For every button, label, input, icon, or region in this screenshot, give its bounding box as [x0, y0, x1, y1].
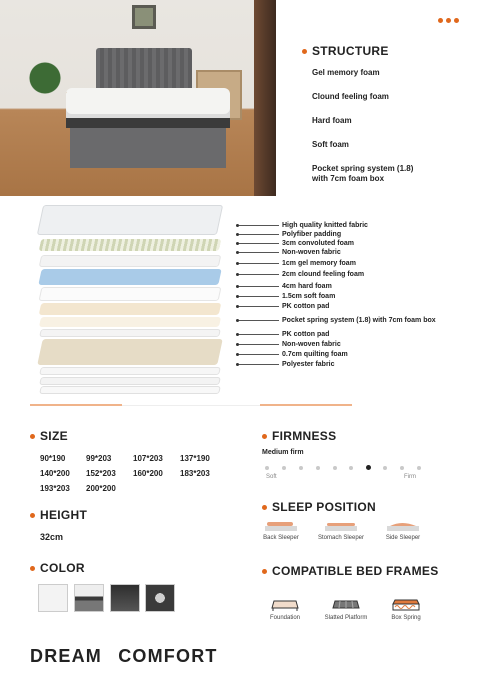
layer-convoluted-foam: [39, 239, 222, 251]
structure-item: Clound feeling foam: [312, 92, 389, 101]
structure-item: Hard foam: [312, 116, 352, 125]
back-sleeper-icon: [264, 520, 298, 532]
layer-pk-cotton: [39, 329, 221, 337]
layer-callout: Pocket spring system (1.8) with 7cm foam box: [236, 316, 436, 325]
firmness-scale: [265, 466, 421, 472]
size-option: 183*203: [180, 469, 210, 478]
layer-callout: PK cotton pad: [236, 330, 329, 339]
firmness-dot: [265, 466, 269, 470]
layer-callout: PK cotton pad: [236, 302, 329, 311]
size-option: 140*200: [40, 469, 70, 478]
layer-soft-foam: [39, 317, 221, 327]
firmness-high-label: Firm: [404, 474, 416, 480]
size-option: 137*190: [180, 454, 210, 463]
plant-decor: [22, 58, 68, 108]
size-option: 99*203: [86, 454, 112, 463]
bed-base: [70, 128, 226, 168]
firmness-dot: [383, 466, 387, 470]
firmness-dot: [349, 466, 353, 470]
layer-quilting-foam: [39, 377, 221, 385]
color-swatch-logo[interactable]: [145, 584, 175, 612]
separator-thin: [122, 405, 260, 406]
layer-non-woven: [39, 255, 222, 267]
size-option: 200*200: [86, 484, 116, 493]
firmness-dot: [316, 466, 320, 470]
firmness-dot: [400, 466, 404, 470]
size-option: 152*203: [86, 469, 116, 478]
layer-callout: 4cm hard foam: [236, 282, 332, 291]
wall-picture: [132, 5, 156, 29]
stomach-sleeper-icon: [324, 520, 358, 532]
bullet-icon: [262, 434, 267, 439]
structure-item: with 7cm foam box: [312, 174, 385, 183]
separator: [260, 404, 352, 406]
layer-knitted-fabric: [37, 205, 223, 235]
bed-frame-label: Box Spring: [391, 615, 421, 621]
firmness-value: Medium firm: [262, 449, 304, 456]
footer-title: DREAM COMFORT: [30, 646, 218, 666]
layer-cloud-foam: [39, 287, 222, 301]
bed-frame-label: Foundation: [269, 615, 301, 621]
hero-bedroom-photo: [0, 0, 276, 196]
mattress-top: [66, 88, 230, 122]
bullet-icon: [30, 434, 35, 439]
layer-callout: 1.5cm soft foam: [236, 292, 335, 301]
height-value: 32cm: [40, 532, 64, 542]
foundation-icon: [271, 598, 299, 612]
layer-callout: 0.7cm quilting foam: [236, 350, 348, 359]
bed-frame-label: Slatted Platform: [324, 615, 368, 621]
bed-frames-heading: COMPATIBLE BED FRAMES: [262, 564, 439, 578]
sleep-option-label: Back Sleeper: [263, 535, 299, 541]
firmness-selected-dot: [366, 465, 371, 470]
box-spring-icon: [392, 598, 420, 612]
menu-dots-icon[interactable]: [438, 18, 459, 23]
firmness-dot: [299, 466, 303, 470]
size-option: 160*200: [133, 469, 163, 478]
bullet-icon: [30, 513, 35, 518]
structure-item: Pocket spring system (1.8): [312, 164, 414, 173]
mattress-layers-diagram: [40, 205, 230, 395]
sleep-position-heading: SLEEP POSITION: [262, 500, 376, 514]
layer-gel-memory-foam: [38, 269, 221, 285]
bullet-icon: [262, 505, 267, 510]
size-option: 90*190: [40, 454, 66, 463]
curtain: [254, 0, 276, 196]
bullet-icon: [30, 566, 35, 571]
size-option: 107*203: [133, 454, 163, 463]
height-heading: HEIGHT: [30, 508, 87, 522]
structure-item: Gel memory foam: [312, 68, 380, 77]
layer-hard-foam: [39, 303, 222, 315]
layer-pk-cotton-2: [39, 367, 221, 375]
layer-callout: High quality knitted fabric: [236, 221, 368, 230]
separator: [30, 404, 122, 406]
layer-callout: 1cm gel memory foam: [236, 259, 356, 268]
slatted-platform-icon: [332, 598, 360, 612]
color-swatch-dark-edge[interactable]: [110, 584, 140, 612]
color-heading: COLOR: [30, 561, 85, 575]
firmness-dot: [417, 466, 421, 470]
layer-callout: Polyester fabric: [236, 360, 335, 369]
firmness-low-label: Soft: [266, 474, 277, 480]
bullet-icon: [262, 569, 267, 574]
firmness-heading: FIRMNESS: [262, 429, 336, 443]
layer-callout: Non-woven fabric: [236, 340, 341, 349]
color-swatch-mattress-grey[interactable]: [74, 584, 104, 612]
layer-callout: Polyfiber padding: [236, 230, 341, 239]
firmness-dot: [333, 466, 337, 470]
size-option: 193*203: [40, 484, 70, 493]
size-heading: SIZE: [30, 429, 68, 443]
sleep-option-label: Stomach Sleeper: [317, 535, 365, 541]
layer-callout: 3cm convoluted foam: [236, 239, 354, 248]
firmness-dot: [282, 466, 286, 470]
layer-polyester: [39, 386, 221, 394]
side-sleeper-icon: [386, 520, 420, 532]
bullet-icon: [302, 49, 307, 54]
mattress-band: [66, 118, 230, 128]
layer-callout: Non-woven fabric: [236, 248, 341, 257]
structure-item: Soft foam: [312, 140, 349, 149]
structure-heading: STRUCTURE: [302, 44, 389, 58]
layer-pocket-spring: [37, 339, 223, 365]
color-swatch-white[interactable]: [38, 584, 68, 612]
sleep-option-label: Side Sleeper: [385, 535, 421, 541]
layer-callout: 2cm clound feeling foam: [236, 270, 364, 279]
